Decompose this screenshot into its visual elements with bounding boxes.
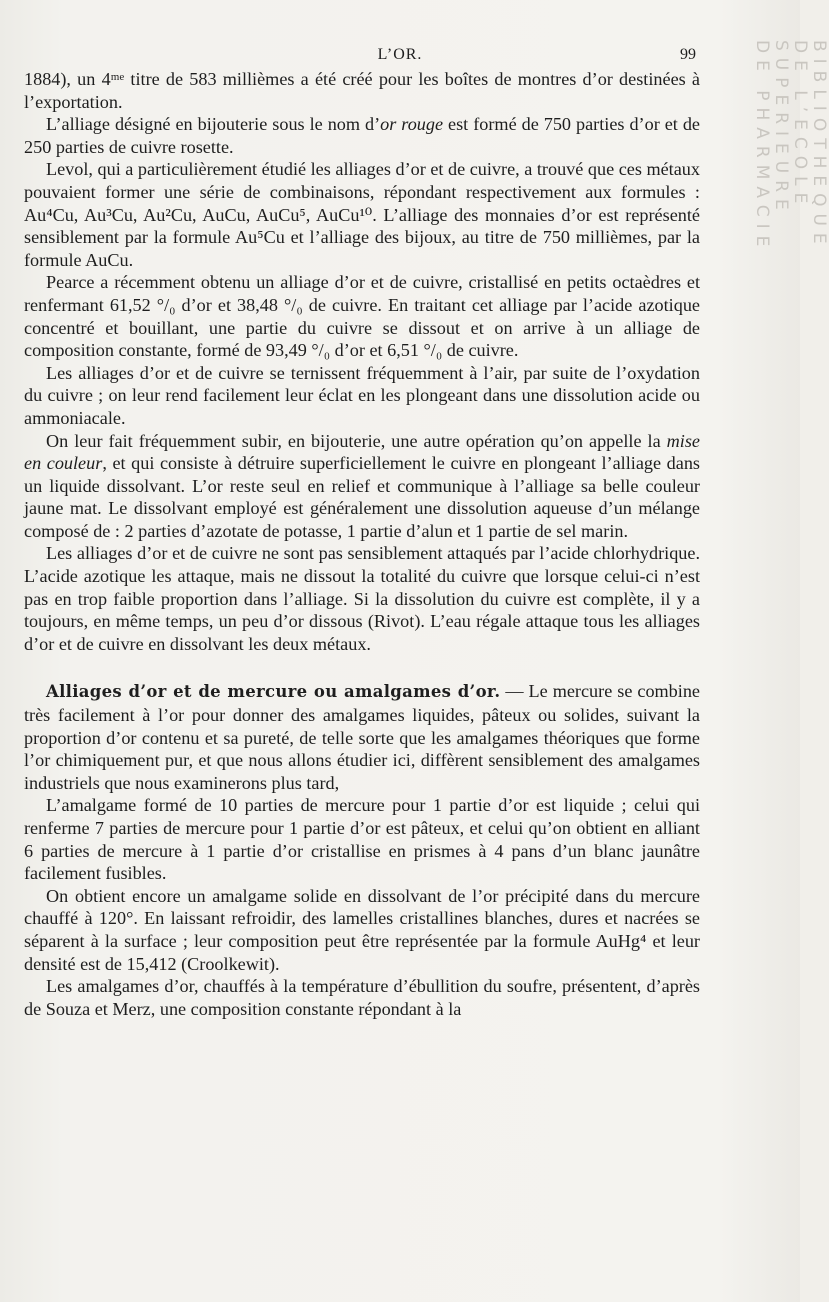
paragraph-text: On leur fait fréquemment subir, en bijouterie, une autre opération qu’on appelle la bbox=[46, 430, 667, 451]
paragraph-text: — Le mercure se combine très facilement à l’or pour donner des amalgames liquides, pâteux ou solides, suivant la proportion d’or contenu et sa pureté, de telle sorte que les amalgames théoriques que forme l’or chimiquement pur, et que nous allons étudier ici, diffèrent sensiblement des amalgames industriels que nous examinerons plus tard, bbox=[24, 681, 700, 793]
page-number: 99 bbox=[680, 46, 696, 63]
paragraph bbox=[24, 430, 700, 543]
body-text bbox=[24, 68, 700, 1020]
section-heading: Alliages d’or et de mercure ou amalgames d’or. bbox=[46, 682, 501, 702]
running-title: L’OR. bbox=[377, 46, 423, 63]
library-stamp bbox=[752, 40, 829, 370]
running-header bbox=[0, 46, 800, 70]
paragraph: L’amalgame formé de 10 parties de mercure pour 1 partie d’or est liquide ; celui qui renferme 7 parties de mercure pour 1 partie d’or est pâteux, et celui qu’on obtient en alliant 6 parties de mercure à 1 partie d’or cristallise en prismes à 4 pans d’un blanc jaunâtre facilement fusibles. bbox=[24, 795, 700, 884]
paragraph-text: est formé de 750 parties d’or et de 250 parties de cuivre rosette. bbox=[24, 114, 700, 157]
italic-term: or rouge bbox=[380, 114, 444, 135]
section-paragraph bbox=[24, 680, 700, 794]
stamp-line-3: DE PHARMACIE bbox=[752, 40, 772, 254]
stamp-line-1: BIBLIOTHEQUE bbox=[809, 40, 829, 251]
paragraph: Les amalgames d’or, chauffés à la température d’ébullition du soufre, présentent, d’après de Souza et Merz, une composition constante répondant à la bbox=[24, 976, 700, 1019]
paragraph-text: L’alliage désigné en bijouterie sous le nom d’ bbox=[46, 114, 381, 135]
stamp-line-2: DE L’ECOLE SUPERIEURE bbox=[771, 40, 810, 217]
paragraph: Les alliages d’or et de cuivre ne sont pas sensiblement attaqués par l’acide chlorhydrique. L’acide azotique les attaque, mais ne dissout la totalité du cuivre que lorsque celui-ci n’est pas en trop faible proportion dans l’alliage. Si la dissolution du cuivre est complète, il y a toujours, en même temps, un peu d’or dissous (Rivot). L’eau régale attaque tous les alliages d’or et de cuivre en dissolvant les deux métaux. bbox=[24, 543, 700, 654]
paragraph: On obtient encore un amalgame solide en dissolvant de l’or précipité dans du mercure chauffé à 120°. En laissant refroidir, des lamelles cristallines blanches, dures et nacrées se séparent à la surface ; leur composition peut être représentée par la formule AuHg⁴ et leur densité est de 15,412 (Croolkewit). bbox=[24, 885, 700, 974]
paragraph: 1884), un 4ᵐᵉ titre de 583 millièmes a été créé pour les boîtes de montres d’or destinées à l’exportation. bbox=[24, 69, 700, 112]
paragraph bbox=[24, 113, 700, 158]
paragraph: Pearce a récemment obtenu un alliage d’or et de cuivre, cristallisé en petits octaèdres et renfermant 61,52 °/₀ d’or et 38,48 °/₀ de cuivre. En traitant cet alliage par l’acide azotique concentré et bouillant, une partie du cuivre se dissout et on arrive à un alliage de composition constante, formé de 93,49 °/₀ d’or et 6,51 °/₀ de cuivre. bbox=[24, 272, 700, 361]
paragraph: Levol, qui a particulièrement étudié les alliages d’or et de cuivre, a trouvé que ces métaux pouvaient former une série de combinaisons, répondant respectivement aux formules : Au⁴Cu, Au³Cu, Au²Cu, AuCu, AuCu⁵, AuCu¹⁰. L’alliage des monnaies d’or est représenté sensiblement par la formule Au⁵Cu et l’alliage des bijoux, au titre de 750 millièmes, par la formule AuCu. bbox=[24, 159, 700, 270]
paragraph: Les alliages d’or et de cuivre se ternissent fréquemment à l’air, par suite de l’oxydation du cuivre ; on leur rend facilement leur éclat en les plongeant dans une dissolution acide ou ammoniacale. bbox=[24, 362, 700, 428]
paragraph-text: , et qui consiste à détruire superficiellement le cuivre en plongeant l’alliage dans un liquide dissolvant. L’or reste seul en relief et communique à l’alliage sa belle couleur jaune mat. Le dissolvant employé est généralement une dissolution aqueuse d’un mélange composé de : 2 parties d’azotate de potasse, 1 partie d’alun et 1 partie de sel marin. bbox=[24, 453, 700, 541]
italic-term: mise en couleur bbox=[24, 430, 700, 474]
